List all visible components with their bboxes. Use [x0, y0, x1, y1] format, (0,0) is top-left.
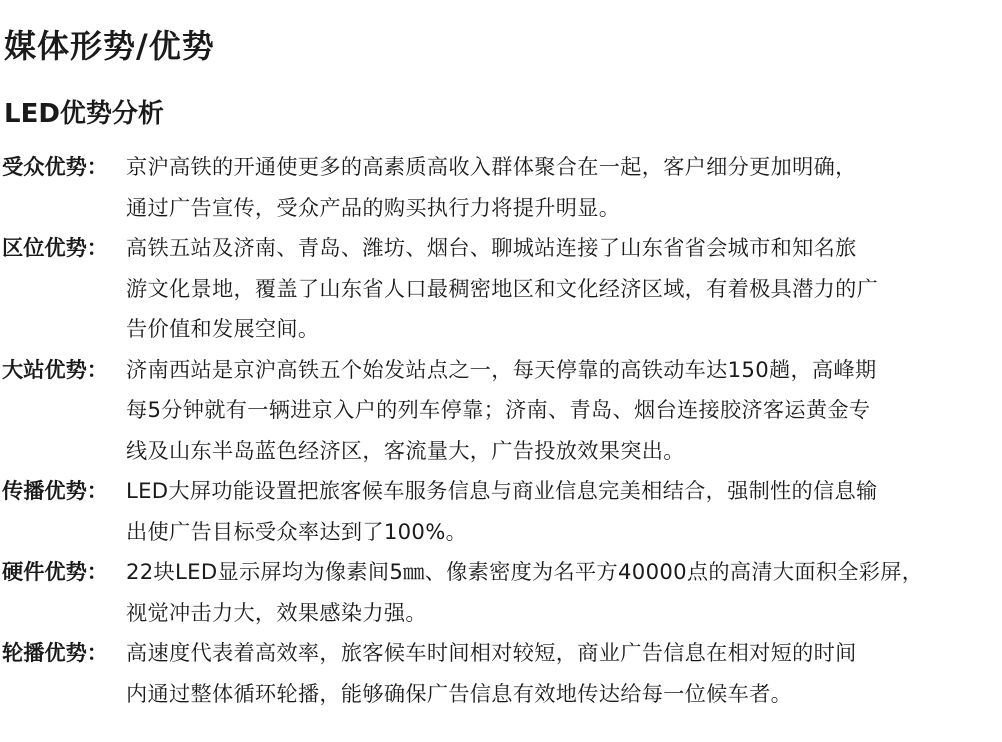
advantage-text-line: 京沪高铁的开通使更多的高素质高收入群体聚合在一起，客户细分更加明确， — [126, 154, 857, 179]
advantage-label: 硬件优势： — [2, 559, 108, 584]
advantage-text-line: 游文化景地，覆盖了山东省人口最稠密地区和文化经济区域，有着极具潜力的广 — [126, 275, 879, 301]
advantage-text — [126, 350, 1000, 472]
advantage-text-line: 每5分钟就有一辆进京入户的列车停靠；济南、青岛、烟台连接胶济客运黄金专 — [126, 397, 871, 422]
advantage-item-rotation — [2, 633, 1000, 714]
advantage-label: 轮播优势： — [2, 640, 108, 665]
advantage-text — [126, 552, 1000, 633]
advantage-item-hardware — [2, 552, 1000, 633]
advantage-item-communication — [2, 471, 1000, 552]
advantage-text-line: LED大屏功能设置把旅客候车服务信息与商业信息完美相结合，强制性的信息输 — [126, 478, 878, 503]
advantage-text-line: 济南西站是京沪高铁五个始发站点之一，每天停靠的高铁动车达150趟，高峰期 — [126, 356, 877, 382]
advantage-text-line: 高速度代表着高效率，旅客候车时间相对较短，商业广告信息在相对短的时间 — [126, 640, 857, 665]
advantage-text-line: 视觉冲击力大，效果感染力强。 — [126, 599, 427, 625]
advantage-label: 受众优势： — [2, 154, 108, 179]
advantage-text — [126, 147, 1000, 228]
section-title: LED优势分析 — [4, 99, 164, 129]
advantage-text — [126, 228, 1000, 350]
advantage-text-line: 线及山东半岛蓝色经济区，客流量大，广告投放效果突出。 — [126, 437, 685, 463]
advantage-text-line: 22块LED显示屏均为像素间5㎜、像素密度为名平方40000点的高清大面积全彩屏， — [126, 559, 924, 584]
advantage-text-line: 通过广告宣传，受众产品的购买执行力将提升明显。 — [126, 194, 621, 220]
page-title: 媒体形势/优势 — [4, 27, 215, 65]
advantage-label: 传播优势： — [2, 478, 108, 503]
advantage-item-major-station — [2, 350, 1000, 472]
advantage-text — [126, 471, 1000, 552]
advantages-list — [2, 147, 1000, 714]
advantage-text-line: 高铁五站及济南、青岛、潍坊、烟台、聊城站连接了山东省省会城市和知名旅 — [126, 235, 857, 260]
advantage-text — [126, 633, 1000, 714]
advantage-text-line: 出使广告目标受众率达到了100%。 — [126, 518, 468, 544]
advantage-item-audience — [2, 147, 1000, 228]
advantage-item-location — [2, 228, 1000, 350]
advantage-label: 大站优势： — [2, 356, 108, 382]
advantage-text-line: 告价值和发展空间。 — [126, 316, 320, 341]
advantage-text-line: 内通过整体循环轮播，能够确保广告信息有效地传达给每一位候车者。 — [126, 680, 793, 706]
advantage-label: 区位优势： — [2, 235, 108, 260]
